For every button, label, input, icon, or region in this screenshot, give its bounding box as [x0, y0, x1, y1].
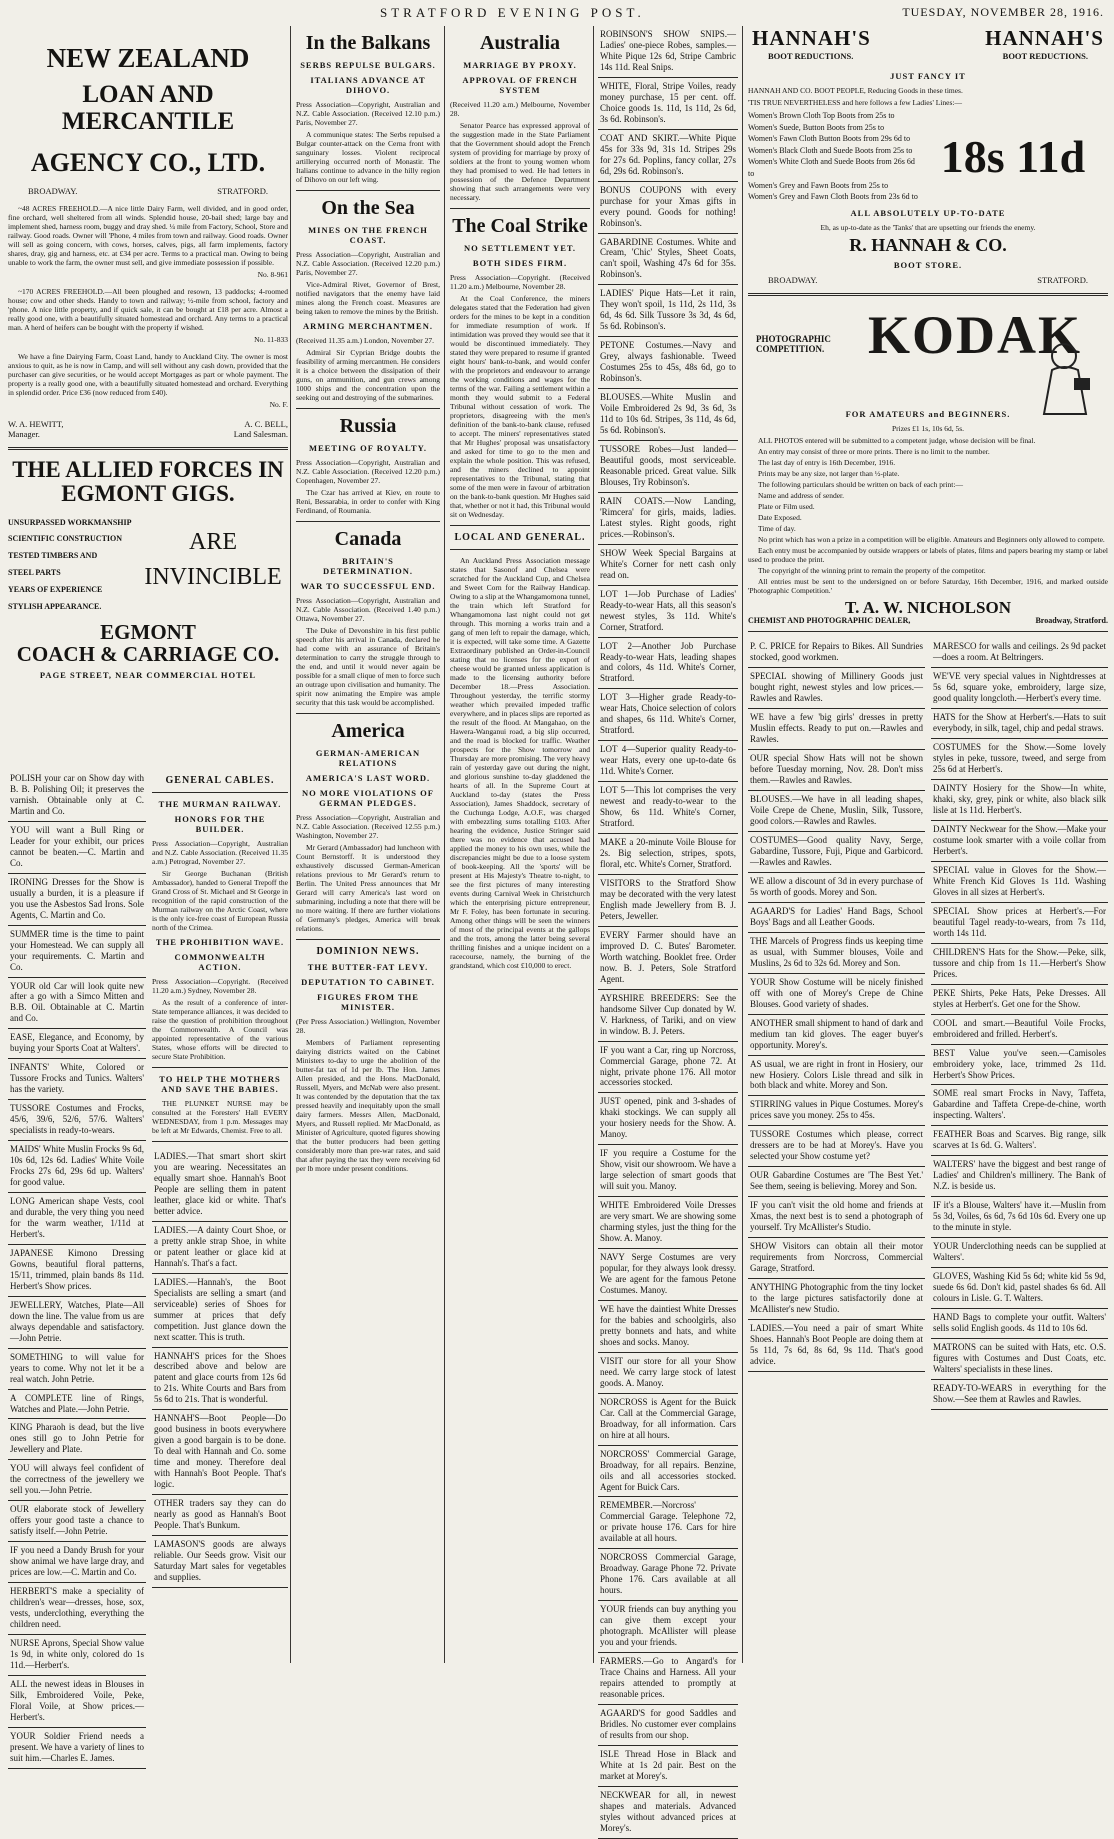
classified-ad: HAND Bags to complete your outfit. Walters' sells solid English goods. 4s 11d to 10s 6d. — [931, 1309, 1108, 1339]
balkans-body: A communique states: The Serbs repulsed a Bulgar counter-attack on the Cerna front with sanguinary losses. Violent reciprocal artillerying occurred north of Monastir. The Italians continue to advance in the hilly region of Dihovo on our left wing. — [296, 130, 440, 184]
classified-ad: LOT 5—This lot comprises the very newest and ready-to-wear to the Show, 6s 11d. White's Corner, Stratford. — [598, 782, 738, 834]
classified-ad: IF you can't visit the old home and friends at Xmas, the next best is to send a photograph of yourself. Try McAllister's Studio. — [748, 1197, 925, 1238]
classified-ad: COSTUMES for the Show.—Some lovely styles in peke, tussore, tweed, and serge from 25s 6d at Herbert's. — [931, 739, 1108, 780]
dominion-credit: (Per Press Association.) Wellington, November 28. — [296, 1017, 440, 1035]
nicholson-sub-left: CHEMIST AND PHOTOGRAPHIC DEALER, — [748, 616, 911, 626]
divider — [8, 447, 288, 450]
classified-ad: GLOVES, Washing Kid 5s 6d; white kid 5s 9d, suede 6s 6d. Don't kid, pastel shades 6s 6d. All colours in Lisle. G. T. Walters. — [931, 1268, 1108, 1309]
gigs-title-2: EGMONT GIGS. — [61, 481, 235, 507]
classified-ad: LADIES.—Hannah's, the Boot Specialists are selling a smart (and serviceable) series of Shoes for summer at prices that defy competition. Just glance down the next scatter. This is truth. — [152, 1274, 288, 1348]
dominion-sub: FIGURES FROM THE MINISTER. — [317, 992, 419, 1012]
col5-ads — [748, 638, 1108, 1409]
cables-sub: THE PROHIBITION WAVE. — [155, 937, 285, 947]
boot-right: BOOT REDUCTIONS. — [1002, 51, 1088, 61]
classified-ad: THE Marcels of Progress finds us keeping time as usual, with Summer blouses, Voile and Muslins, 2s 6d to 32s 6d. Morey and Son. — [748, 933, 925, 974]
classified-ad: YOU will want a Bull Ring or Leader for your exhibit, our prices cannot be beaten.—C. Martin and Co. — [8, 822, 146, 874]
help-title: TO HELP THE MOTHERS AND SAVE THE BABIES. — [159, 1074, 281, 1094]
canada-sub: BRITAIN'S DETERMINATION. — [322, 556, 414, 576]
dominion-title: DOMINION NEWS. — [316, 946, 420, 957]
photo-rule: Date Exposed. — [758, 512, 802, 522]
dominion-body: Members of Parliament representing dairying districts waited on the Cabinet Ministers to-day to urge the abolition of the butter-fat tax of 1d per lb. The Hon. James Allen presided, and the Hons. MacDonald, Russell, Myers, and McNab were also present. It was contended by the deputation that the tax pressed heavily and inequitably upon the small dairy farmers. Messrs Allen, MacDonald, Myers, and Russell replied. Mr MacDonald, as Minister of Agriculture, quoted figures showing that the butter producers had been getting considerably more than pre-war rates, and said that after paying the tax they were receiving 6d per lb more under present conditions. — [296, 1038, 440, 1173]
canada-body: The Duke of Devonshire in his first public speech after his arrival in Canada, declared he had come with an assurance of Britain's determination to carry the struggle through to the end, and until it would never again be possible for a small clique of men to force such an outrage upon civilisation and humanity. The spirit now animating the Empire was ample security that this task would be accomplished. — [296, 626, 440, 707]
cables-credit: Press Association—Copyright, Australian and N.Z. Cable Association. (Received 11.35 a.m.) Petrograd, November 27. — [152, 839, 288, 866]
boot-line: Women's Brown Cloth Top Boots from 25s to — [748, 111, 895, 120]
gigs-invincible: INVINCIBLE — [144, 563, 282, 590]
classified-ad: LAMASON'S goods are always reliable. Our Seeds grow. Visit our Saturday Mart sales for vegetables and supplies. — [152, 1536, 288, 1588]
classified-ad: A COMPLETE line of Rings, Watches and Plate.—John Petrie. — [8, 1390, 146, 1420]
divider — [296, 713, 440, 714]
coal-body: At the Coal Conference, the miners delegates stated that the Federation had given orders for the mines to be kept in a condition for immediate resumption of work. If intimidation was proved they would see that it would be discontinued immediately. They stated they were prepared to resume if granted eight hours' bank-to-bank, and would confer with the proprietors and endeavour to arrange the working conditions and wages for the terms of the war. Failing a settlement within a month they would submit to a Federal Tribunal without cessation of work. The proprietors, disagreeing with the men's definition of the bank-to-bank clause, refused to accept. The miners' representatives stated that Mr Hughes' proposal was unsatisfactory and asked for time to go to the men and explain the whole position. This was refused, and the miners declined to appoint representatives to the Tribunal, stating that some of the men were in favour of arbitration on the bank-to-bank question. Mr Hughes said that, whether or not it had, this Tribunal would sit on Wednesday. — [450, 294, 590, 519]
kodak-figure-icon — [1034, 334, 1104, 424]
classified-ad: PEKE Shirts, Peke Hats, Peke Dresses. All styles at Herbert's. Get one for the Show. — [931, 985, 1108, 1015]
classified-ad: IF it's a Blouse, Walters' have it.—Muslin from 5s 3d, Voiles, 6s 6d, 7s 6d 10s 6d. Every one up to the minute in style. — [931, 1197, 1108, 1238]
sea-credit: (Received 11.35 a.m.) London, November 27. — [296, 336, 435, 345]
news-column-2 — [296, 26, 440, 1663]
boot-line: Women's Grey and Fawn Cloth Boots from 23s 6d to — [748, 192, 918, 202]
cables-credit: Press Association—Copyright. (Received 11.20 a.m.) Sydney, November 28. — [152, 977, 288, 995]
divider — [450, 525, 590, 526]
classified-ad: WALTERS' have the biggest and best range of Ladies' and Children's millinery. The Bank of N.Z. is beside us. — [931, 1156, 1108, 1197]
nz-signature-titles — [8, 429, 288, 439]
prizes: Prizes £1 1s, 10s 6d, 5s. — [891, 423, 965, 433]
nz-listing-3: We have a fine Dairying Farm, Coast Land, handy to Auckland City. The owner is most anxious to quit, as he is now in Camp, and will sell without any cash down, provided that the purchaser can give securities, or he would accept Mortgages as part or whole payment. The property is a really good one, with a beautifully situated homestead and orchard. Everything in splendid order. Price £36 (now reduced from £40). — [8, 352, 288, 398]
classified-ad: P. C. PRICE for Repairs to Bikes. All Sundries stocked, good workmen. — [748, 638, 925, 668]
divider — [152, 792, 288, 793]
small-ads-list — [748, 638, 925, 1409]
boot-line: Women's Suede, Button Boots from 25s to — [748, 122, 885, 132]
gigs-line: YEARS OF EXPERIENCE — [8, 584, 103, 594]
coal-sub: NO SETTLEMENT YET. — [463, 243, 577, 253]
just-fancy: JUST FANCY IT — [890, 71, 966, 81]
kodak-block — [748, 304, 1108, 404]
russia-title: Russia — [339, 415, 397, 437]
canada-credit: Press Association—Copyright, Australian and N.Z. Cable Association. (Received 1.40 p.m.) Ottawa, November 27. — [296, 596, 440, 623]
classified-ad: RAIN COATS.—Now Landing, 'Rimcera' for girls, maids, ladies. Latest styles. Right goods, right prices.—Robinson's. — [598, 493, 738, 545]
tanks-line: Eh, as up-to-date as the 'Tanks' that are upsetting our friends the enemy. — [820, 222, 1036, 232]
photo-rule: Time of day. — [758, 523, 796, 533]
col1-small-ads — [8, 770, 146, 1763]
photo-rule: An entry may consist of three or more prints. There is no limit to the number. — [758, 446, 990, 456]
ads-column-4 — [598, 26, 738, 1833]
photo-rule: The last day of entry is 16th December, 1916. — [758, 457, 896, 467]
egmont-title-2: COACH & CARRIAGE CO. — [16, 642, 280, 667]
photo-rule: No print which has won a prize in a competition will be eligible. Amateurs and Beginners only allowed to compete. — [758, 534, 1105, 544]
classified-ad: COOL and smart.—Beautiful Voile Frocks, embroidered and frilled. Herbert's. — [931, 1015, 1108, 1045]
news-column-3 — [450, 26, 590, 1663]
nz-title-2: LOAN AND MERCANTILE — [61, 81, 235, 135]
hannah-price-block — [748, 110, 1108, 203]
classified-ad: SHOW Week Special Bargains at White's Corner for nett cash only read on. — [598, 545, 738, 586]
gigs-line: SCIENTIFIC CONSTRUCTION — [8, 534, 123, 544]
column-rule — [742, 26, 743, 1663]
classified-ad: OUR Gabardine Costumes are 'The Best Yet.' See them, seeing is believing. Morey and Son. — [748, 1167, 925, 1197]
hannah-line: HANNAH AND CO. BOOT PEOPLE, Reducing Goods in these times. — [748, 86, 963, 95]
classified-ad: VISIT our store for all your Show need. We carry large stock of latest goods. A. Manoy. — [598, 1353, 738, 1394]
classified-ad: IF you want a Car, ring up Norcross, Commercial Garage, phone 72. At night, private phone 176. All motor accessories stocked. — [598, 1042, 738, 1094]
classified-ad: AGAARD'S for good Saddles and Bridles. No customer ever complains of results from our shop. — [598, 1705, 738, 1746]
nz-listing-2: ~170 ACRES FREEHOLD.—All been ploughed and resown, 13 paddocks; 4-roomed house; cow and other sheds. Handy to town and railway; ½-mile from school, factory and 'phone. A nice little property, and if quick sale, it can be bought at £18 per acre. Almost a really good one, with a beautifully situated homestead and orchard. Any terms to a practical man. A herd of heifers can be bought with the property if wished. — [8, 287, 288, 333]
gigs-line: TESTED TIMBERS AND — [8, 551, 98, 561]
nz-left: BROADWAY. — [28, 186, 78, 197]
hannah-price: 18s 11d — [940, 130, 1086, 182]
nicholson-addr: Broadway, Stratford. — [1035, 616, 1108, 626]
hannah-sub — [748, 51, 1108, 61]
gigs-feature-list — [8, 515, 138, 616]
classified-ad: NAVY Serge Costumes are very popular, for they always look dressy. We are agent for the famous Petone Costumes. Manoy. — [598, 1249, 738, 1301]
hannah-title — [748, 26, 1108, 51]
classified-ad: ANYTHING Photographic from the tiny locket to the large pictures satisfactorily done at McAllister's new Studio. — [748, 1279, 925, 1320]
classified-ad: OUR special Show Hats will not be shown before Tuesday morning, Nov. 28. Don't miss them.—Rawles and Rawles. — [748, 750, 925, 791]
egmont-address: PAGE STREET, NEAR COMMERCIAL HOTEL — [39, 670, 257, 681]
dominion-sub: THE BUTTER-FAT LEVY. — [307, 962, 429, 972]
up-to-date: ALL ABSOLUTELY UP-TO-DATE — [850, 207, 1006, 218]
america-body: Mr Gerard (Ambassador) had luncheon with Count Bernstorff. It is understood they exhaustively discussed German-American relations previous to Mr Gerard's return to Berlin. The United Press announces that Mr Gerard will carry America's last word on submarining, including a note that there will be no more waiting. If there are further violations of Germany's pledges, America will break relations. — [296, 843, 440, 933]
divider — [296, 408, 440, 409]
classified-ad: GABARDINE Costumes. White and Cream, 'Chic' Styles, Sheet Coats, can't spoil, Washing 47s 6d for 35s. Robinson's. — [598, 234, 738, 286]
gigs-are: ARE — [189, 528, 237, 555]
nz-title-3: AGENCY CO., LTD. — [30, 147, 266, 177]
balkans-title: In the Balkans — [305, 32, 431, 54]
paper-name: STRATFORD EVENING POST. — [380, 5, 645, 20]
classified-ad: LOT 2—Another Job Purchase Ready-to-wear Hats, leading shapes and colors, 4s 11d. White's Corner, Stratford. — [598, 638, 738, 690]
nz-sig-right-title: Land Salesman. — [233, 429, 288, 440]
classified-ad: IF you require a Costume for the Show, visit our showroom. We have a large selection of smart goods that will suit you. Manoy. — [598, 1145, 738, 1197]
divider — [748, 631, 1108, 632]
classified-ad: YOUR friends can buy anything you can give them except your photograph. McAllister will please you and your friends. — [598, 1601, 738, 1653]
america-sub: AMERICA'S LAST WORD. — [305, 773, 431, 783]
photo-rule: Name and address of sender. — [758, 490, 845, 500]
hannah-co: R. HANNAH & CO. — [849, 234, 1007, 255]
classified-ad: BONUS COUPONS with every purchase for your Xmas gifts in every pound. Goods for nothing! Robinson's. — [598, 182, 738, 234]
classified-ad: SPECIAL showing of Millinery Goods just bought right, newest styles and low prices.—Rawles and Rawles. — [748, 668, 925, 709]
classified-ad: WE have the daintiest White Dresses for the babies and schoolgirls, also pretty bonnets and hats, and white shoes and socks. Manoy. — [598, 1301, 738, 1353]
column-rule — [593, 26, 594, 1663]
small-ads-list — [8, 770, 146, 1769]
nz-listing-3-no: No. F. — [269, 400, 288, 410]
small-ads-list — [931, 638, 1108, 1409]
column-rule — [444, 26, 445, 1663]
classified-ad: AYRSHIRE BREEDERS: See the handsome Silver Cup donated by W. V. Harkness, of Tariki, and on view in window. B. J. Peters. — [598, 990, 738, 1042]
classified-ad: NECKWEAR for all, in newest shapes and materials. Advanced styles without advanced prices at Morey's. — [598, 1787, 738, 1839]
nicholson-sub — [748, 616, 1108, 625]
gigs-line: STEEL PARTS — [8, 568, 61, 577]
nz-sig-left: W. A. HEWITT, — [8, 419, 64, 430]
coal-sub: BOTH SIDES FIRM. — [472, 258, 568, 268]
classified-ad: VISITORS to the Stratford Show may be decorated with the very latest English made Jewellery from B. J. Peters, Jeweller. — [598, 875, 738, 927]
photo-rules — [748, 436, 1108, 595]
classified-ad: WE allow a discount of 3d in every purchase of 5s worth of goods. Morey and Son. — [748, 873, 925, 903]
true-line: 'TIS TRUE NEVERTHELESS and here follows a few Ladies' Lines:— — [748, 98, 962, 107]
photo-rule: Plate or Film used. — [758, 501, 815, 511]
gigs-title: THE ALLIED FORCES IN — [12, 457, 284, 483]
balkans-sub: ITALIANS ADVANCE AT DIHOVO. — [310, 75, 426, 95]
broadway: BROADWAY. — [768, 274, 818, 285]
photo-rule: Prints may be any size, not larger than ½-plate. — [758, 468, 900, 478]
divider — [450, 208, 590, 209]
classified-ad: MARESCO for walls and ceilings. 2s 9d packet—does a room. At Beltringers. — [931, 638, 1108, 668]
dominion-sub: DEPUTATION TO CABINET. — [301, 977, 435, 987]
small-ads-list — [152, 1148, 288, 1588]
classified-ad: ISLE Thread Hose in Black and White at 1s 2d pair. Best on the market at Morey's. — [598, 1746, 738, 1787]
photo-title: PHOTOGRAPHIC COMPETITION. — [756, 333, 831, 354]
classified-ad: DAINTY Hosiery for the Show—In white, khaki, sky, grey, pink or white, also black silk lisle at 1s 11d. Herbert's. — [931, 780, 1108, 821]
coal-title: The Coal Strike — [452, 215, 588, 237]
small-ads-list — [598, 26, 738, 1839]
local-body: An Auckland Press Association message states that Sasonof and Chelsea were scratched for the Auckland Cup, and Chelsea and Sweet Corn for the Railway Handicap. Owing to a slip at the Whangamomona tunnel, the train which left Stratford for Whangamomona last night could not get through. This morning a works train and a gang of men left to repair the damage, which, it is expected, will take some time. A Gazette Extraordinary published an Order-in-Council stating that no licenses for the export of cheese would be granted unless application is made to the licensing authority before December 18.—Press Association. Throughout yesterday, the terrific stormy weather which prevailed impeded traffic everywhere, and in places slips are reported as the result of the flood. At Mangahao, on the Hawera-Wanganui road, a big slip occurred, and the road is blocked for traffic. Weather prospects for the Show tomorrow and Thursday are more promising. The very heavy rain of yesterday gave out during the night, and glorious sunshine to-day gladdened the hearts of all. In the Supreme Court at Auckland to-day (states the Press Association), James Shaddock, secretary of the Cuchunga Lodge, A.O.F., was charged with embezzling sums totalling £103. After hearing the evidence, Justice Stringer said there was no evidence that accused had applied the money to his own uses, while the discrepancies might be due to a loose system of book-keeping. All the 'sports' will be present at His Majesty's Theatre to-night, to see the first pictures of many interesting events during Carnival Week in Christchurch which the enterprising picture entrepreneur, Mr F. Foley, has been fortunate in securing. Among other things will be seen the winners of most of the principal events at the gallops and the trots, among the latter being several thrilling finishes and a unique incident on a racecourse, namely, the burning of the grandstand, which cost £10,000 to erect. — [450, 556, 590, 970]
classified-ad: PETONE Costumes.—Navy and Grey, always fashionable. Tweed Costumes 25s to 45s, 48s 6d, go to Robinson's. — [598, 337, 738, 389]
australia-sub: MARRIAGE BY PROXY. — [463, 60, 577, 70]
classified-ad: SPECIAL value in Gloves for the Show.—White French Kid Gloves 1s 11d. Washing Gloves in all sizes at Herbert's. — [931, 862, 1108, 903]
australia-credit: (Received 11.20 a.m.) Melbourne, November 28. — [450, 100, 590, 118]
classified-ad: NORCROSS is Agent for the Buick Car. Call at the Commercial Garage, Broadway, for all information. Cars on hire at all hours. — [598, 1394, 738, 1446]
classified-ad: MAKE a 20-minute Voile Blouse for 2s. Big selection, stripes, spots, floral, etc. White's Corner, Stratford. — [598, 834, 738, 875]
canada-sub: WAR TO SUCCESSFUL END. — [300, 581, 436, 591]
classified-ad: BLOUSES.—We have in all leading shapes, Voile Crepe de Chene, Muslin, Silk, Tussore, good colors.—Rawles and Rawles. — [748, 791, 925, 832]
classified-ad: HANNAH'S—Boot People—Do good business in boots everywhere given a good bargain is to be done. To deal with Hannah and Co. some time and money. Therefore deal with Hannah's Boot People. That's logic. — [152, 1410, 288, 1495]
classified-ad: SOMETHING to will value for years to come. Why not let it be a real watch. John Petrie. — [8, 1349, 146, 1390]
classified-ad: AS usual, we are right in front in Hosiery, our new Hosiery. Colors Lisle thread and silk in both black and white. Morey and Son. — [748, 1056, 925, 1097]
classified-ad: SHOW Visitors can obtain all their motor requirements from Norcross, Commercial Garage, Stratford. — [748, 1238, 925, 1279]
classified-ad: EASE, Elegance, and Economy, by buying your Sports Coat at Walters'. — [8, 1029, 146, 1059]
divider — [152, 1067, 288, 1068]
sea-title: On the Sea — [321, 197, 415, 219]
classified-ad: FARMERS.—Go to Angard's for Trace Chains and Harness. All your repairs attended to promptly at reasonable prices. — [598, 1653, 738, 1705]
canada-title: Canada — [334, 528, 402, 550]
gigs-line: STYLISH APPEARANCE. — [8, 601, 102, 611]
classified-ad: LONG American shape Vests, cool and durable, the very thing you need for the warm weather, 1/11d at Herbert's. — [8, 1193, 146, 1245]
divider — [152, 1141, 288, 1142]
egmont-title: EGMONT — [100, 620, 196, 645]
ads-column-5 — [748, 26, 1108, 1663]
classified-ad: TUSSORE Robes—Just landed—Beautiful goods, most serviceable. Reasonable priced. Great value. Silk Blouses, Try Robinson's. — [598, 441, 738, 493]
russia-sub: MEETING OF ROYALTY. — [308, 443, 428, 453]
for-amateurs: FOR AMATEURS and BEGINNERS. — [845, 408, 1011, 419]
gigs-slogan — [138, 515, 288, 616]
column-rule — [290, 26, 291, 1663]
nz-loan-ad — [8, 26, 288, 766]
photo-rule: The following particulars should be written on back of each print:— — [758, 479, 963, 489]
america-sub: NO MORE VIOLATIONS OF GERMAN PLEDGES. — [302, 788, 434, 808]
sea-sub: ARMING MERCHANTMEN. — [303, 321, 433, 331]
nz-right: STRATFORD. — [217, 186, 268, 197]
kodak-logo: KODAK — [868, 304, 1083, 365]
boot-line: Women's Grey and Fawn Boots from 25s to — [748, 180, 889, 190]
classified-ad: JAPANESE Kimono Dressing Gowns, beautiful floral patterns, 15/11, trimmed, plain bands 8s 11d. Herbert's Show prices. — [8, 1245, 146, 1297]
hannah-address — [748, 275, 1108, 285]
sea-credit: Press Association—Copyright, Australian and N.Z. Cable Association. (Received 12.20 p.m.) Paris, November 27. — [296, 250, 440, 277]
classified-ad: BLOUSES.—White Muslin and Voile Embroidered 2s 9d, 3s 6d, 3s 11d to 10s 6d. Stripes, 3s 11d, 4s 6d, 5s 6d. Robinson's. — [598, 389, 738, 441]
gigs-body — [8, 515, 288, 616]
classified-ad: JEWELLERY, Watches, Plate—All down the line. The value from us are always dependable and satisfactory.—John Petrie. — [8, 1297, 146, 1349]
divider — [296, 521, 440, 522]
nz-listing-1: ~48 ACRES FREEHOLD.—A nice little Dairy Farm, well divided, and in good order, fine orchard, well sheltered from all winds. Splendid house, 20-bail shed; large bay and implement shed, harness room, buggy and dray shed. ¼ mile from Factory, School, Store and railway. Good roads. Owner will 'Phone, 4 miles from town and railway. Good roads. Owner will sell as going concern, with cows, horses, calves, pigs, all farm implements, factory shares, dray, gig and harness, etc. at £34 per acre. Terms to a practical man. Owing to being unable to work the farm, the owner must sell, and give immediate possession if possible. — [8, 204, 288, 268]
classified-ad: LADIES.—A dainty Court Shoe, or a pretty ankle strap Shoe, in white or patent leather or glace kid at Hannah's. That's a fact. — [152, 1222, 288, 1274]
boot-line: Women's White Cloth and Suede Boots from 26s 6d to — [748, 157, 915, 178]
photo-rule: ALL PHOTOS entered will be submitted to a competent judge, whose decision will be final. — [758, 435, 1036, 445]
classified-ad: LOT 3—Higher grade Ready-to-wear Hats, Choice selection of colors and shapes, 6s 11d. White's Corner, Stratford. — [598, 689, 738, 741]
classified-ad: WE have a few 'big girls' dresses in pretty Muslin effects. Ready to put on.—Rawles and Rawles. — [748, 709, 925, 750]
divider — [296, 939, 440, 940]
photo-rule: Each entry must be accompanied by outside wrappers or labels of plates, films and papers bearing my stamp or label used to produce the print. — [748, 545, 1108, 564]
classified-ad: LADIES' Pique Hats—Let it rain, They won't spoil, 1s 11d, 2s 11d, 3s 6d, 4s 6d. Silk Tussore 3s 3d, 4s 6d, 5s 6d. Robinson's. — [598, 285, 738, 337]
russia-credit: Press Association—Copyright, Australian and N.Z. Cable Association. (Received 12.20 p.m.) Copenhagen, November 27. — [296, 458, 440, 485]
help-body: THE PLUNKET NURSE may be consulted at the Foresters' Hall EVERY WEDNESDAY, from 1 p.m. Messages may be left at Mr Edwards, Chemist. Free to all. — [152, 1099, 288, 1135]
cables-sub: HONORS FOR THE BUILDER. — [174, 814, 266, 834]
boot-left: BOOT REDUCTIONS. — [768, 51, 854, 61]
classified-ad: FEATHER Boas and Scarves. Big range, silk scarves at 1s 6d. G. Walters'. — [931, 1126, 1108, 1156]
classified-ad: INFANTS' White, Colored or Tussore Frocks and Tunics. Walters' has the variety. — [8, 1059, 146, 1100]
classified-ad: IF you need a Dandy Brush for your show animal we have large dray, and prices are low.—C. Martin and Co. — [8, 1542, 146, 1583]
boot-line: Women's Black Cloth and Suede Boots from 25s to — [748, 145, 913, 155]
classified-ad: READY-TO-WEARS in everything for the Show.—See them at Rawles and Rawles. — [931, 1380, 1108, 1410]
gigs-line: UNSURPASSED WORKMANSHIP — [8, 517, 132, 527]
classified-ad: LOT 1—Job Purchase of Ladies' Ready-to-wear Hats, all this season's newest styles, 3s 11d. White's Corner, Stratford. — [598, 586, 738, 638]
sea-body: Vice-Admiral Rivet, Governor of Brest, notified navigators that the enemy have laid mines along the French coast. Measures are being taken to remove the mines by the British. — [296, 280, 440, 316]
boot-store: BOOT STORE. — [893, 259, 963, 270]
divider — [296, 190, 440, 191]
classified-ad: OUR elaborate stock of Jewellery offers your good taste a chance to satisfy itself.—John Petrie. — [8, 1501, 146, 1542]
classified-ad: POLISH your car on Show day with B. B. Polishing Oil; it preserves the varnish. Obtainable only at C. Martin and Co. — [8, 770, 146, 822]
classified-ad: HATS for the Show at Herbert's.—Hats to suit everybody, in silk, tagel, chip and pedal straws. — [931, 709, 1108, 739]
classified-ad: MATRONS can be suited with Hats, etc. O.S. figures with Costumes and Dust Coats, etc. Walters' specialists in these lines. — [931, 1339, 1108, 1380]
classified-ad: EVERY Farmer should have an improved D. C. Butes' Barometer. Worth watching. Booklet free. Order now. B. J. Peters, Sole Stratford Agent. — [598, 927, 738, 990]
boot-line: Women's Fawn Cloth Button Boots from 29s 6d to — [748, 134, 911, 144]
cables-body: Sir George Buchanan (British Ambassador), handed to General Trepoff the Grand Cross of St. Michael and St George in recognition of the rapid construction of the Murman railway on the Arctic Coast, where is the only ice-free coast of European Russia north of the Crimea. — [152, 869, 288, 932]
local-title: LOCAL AND GENERAL. — [454, 532, 586, 543]
classified-ad: YOUR old Car will look quite new after a go with a Simco Mitten and B.B. Oil. Obtainable at C. Martin and Co. — [8, 978, 146, 1030]
nz-address — [8, 186, 288, 196]
america-credit: Press Association—Copyright, Australian and N.Z. Cable Association. (Received 12.55 p.m.) Washington, November 27. — [296, 813, 440, 840]
photo-rule: The copyright of the winning print to remain the property of the competitor. — [758, 565, 986, 575]
divider — [450, 549, 590, 550]
classified-ad: BEST Value you've seen.—Camisoles embroidery yoke, lace, trimmed 2s 11d. Herbert's Show Prices. — [931, 1045, 1108, 1086]
cables-body: As the result of a conference of inter-State temperance alliances, it was decided to raise the question of prohibition throughout the Commonwealth. A Council was appointed representative of the various States, whose efforts will be directed to secure State Prohibition. — [152, 998, 288, 1061]
classified-ad: WE'VE very special values in Nightdresses at 5s 6d, square yoke, embroidery, large size, good quality longcloth.—Herbert's every time. — [931, 668, 1108, 709]
nz-signatures — [8, 419, 288, 429]
classified-ad: SUMMER time is the time to paint your Homestead. We can supply all your requirements. C. Martin and Co. — [8, 926, 146, 978]
sea-body: Admiral Sir Cyprian Bridge doubts the feasibility of arming mercantmen. He considers it is a choice between the dissipation of their guns, on ammunition, and gun crews among 1000 ships and the concentration upon the seeking out and destroying of the submarines. — [296, 348, 440, 402]
nz-sig-left-title: Manager. — [8, 429, 40, 440]
classified-ad: ANOTHER small shipment to hand of dark and medium tan kid gloves. The eager buyer's opportunity. Morey's. — [748, 1015, 925, 1056]
classified-ad: COSTUMES—Good quality Navy, Serge, Gabardine, Tussore, Fuji, Pique and Garbicord.—Rawles and Rawles. — [748, 832, 925, 873]
classified-ad: HANNAH'S prices for the Shoes described above and below are patent and glace courts from 12s 6d to 21s. White Courts and Bars from 5s 6d to 21s. That is wonderful. — [152, 1348, 288, 1411]
classified-ad: COAT AND SKIRT.—White Pique 45s for 33s 9d, 31s 1d. Stripes 29s for 27s 6d. Poplins, fancy collar, 27s 6d, 29s 6d. Robinson's. — [598, 130, 738, 182]
cables-sub: COMMONWEALTH ACTION. — [174, 952, 266, 972]
classified-ad: JUST opened, pink and 3-shades of khaki stockings. We can supply all your hosiery needs for the Show. A. Manoy. — [598, 1093, 738, 1145]
classified-ad: YOUR Soldier Friend needs a present. We have a variety of lines to suit him.—Charles E. James. — [8, 1728, 146, 1769]
classified-ad: CHILDREN'S Hats for the Show.—Peke, silk, tussore and chip from 1s 11.—Herbert's Show Prices. — [931, 944, 1108, 985]
classified-ad: TUSSORE Costumes and Frocks, 45/6, 39/6, 52/6, 57/6. Walters' specialists in ready-to-wears. — [8, 1100, 146, 1141]
hannah-left: HANNAH'S — [752, 26, 871, 50]
classified-ad: LADIES.—That smart short skirt you are wearing. Necessitates an equally smart shoe. Hannah's Boot People are selling them in patent leather, glace kid or white. That's better advice. — [152, 1148, 288, 1222]
classified-ad: ROBINSON'S SHOW SNIPS.—Ladies' one-piece Robes, samples.—White Pique 12s 6d, Stripe Cambric 14s 11d. Real Snips. — [598, 26, 738, 78]
cables-column — [152, 770, 288, 1663]
nz-title: NEW ZEALAND — [46, 43, 250, 73]
classified-ad: HERBERT'S make a speciality of children's wear—dresses, hose, sox, vests, underclothing, everything the children need. — [8, 1583, 146, 1635]
classified-ad: NURSE Aprons, Special Show value 1s 9d, in white only, colored do 1s 11d.—Herbert's. — [8, 1635, 146, 1676]
classified-ad: NORCROSS' Commercial Garage, Broadway, for all repairs. Benzine, oils and all accessories stocked. Agent for Buick Cars. — [598, 1446, 738, 1498]
classified-ad: KING Pharaoh is dead, but the live ones still go to John Petrie for Jewellery and Plate. — [8, 1419, 146, 1460]
classified-ad: ALL the newest ideas in Blouses in Silk, Embroidered Voile, Peke, Floral Voile, at Show prices.—Herbert's. — [8, 1676, 146, 1728]
issue-date: TUESDAY, NOVEMBER 28, 1916. — [902, 5, 1104, 19]
classified-ad: WHITE, Floral, Stripe Voiles, ready money purchase, 15 per cent. off. Choice goods 1s. 11d, 1s 11d, 2s 6d, 3s 6d. Robinson's. — [598, 78, 738, 130]
america-sub: GERMAN-AMERICAN RELATIONS — [315, 748, 421, 768]
cables-title: GENERAL CABLES. — [165, 775, 275, 786]
coal-credit: Press Association—Copyright. (Received 11.20 a.m.) Melbourne, November 28. — [450, 273, 590, 291]
nz-listing-1-no: No. 8-961 — [257, 270, 288, 280]
classified-ad: IRONING Dresses for the Show is usually a burden, it is a pleasure if you use the Asbestos Sad Irons. Sole Agents, C. Martin and Co. — [8, 874, 146, 926]
classified-ad: LADIES.—You need a pair of smart White Shoes. Hannah's Boot People are doing them at 5s 11d, 7s 6d, 8s 6d, 9s 11d. That's good advice. — [748, 1320, 925, 1372]
australia-title: Australia — [480, 32, 560, 54]
sea-sub: MINES ON THE FRENCH COAST. — [308, 225, 428, 245]
classified-ad: SOME real smart Frocks in Navy, Taffeta, Gabardine and Taffeta Crepe-de-chine, worth inspecting. Walters'. — [931, 1085, 1108, 1126]
classified-ad: LOT 4—Superior quality Ready-to-wear Hats, every one up-to-date 6s 11d. White's Corner. — [598, 741, 738, 782]
classified-ad: STIRRING values in Pique Costumes. Morey's prices save you money. 25s to 45s. — [748, 1096, 925, 1126]
classified-ad: OTHER traders say they can do nearly as good as Hannah's Boot People. That's Bunkum. — [152, 1495, 288, 1536]
classified-ad: TUSSORE Costumes which please, correct dressers are to be had at Morey's. Have you selected your Show costume yet? — [748, 1126, 925, 1167]
australia-body: Senator Pearce has expressed approval of the suggestion made in the State Parliament that the Government should adopt the French system of providing for marriage by proxy of soldiers at the front to young women whom they had promised to wed. He had letters in possession of the Defence Department showing that such arrangements were very necessary. — [450, 121, 590, 202]
nicholson: T. A. W. NICHOLSON — [845, 597, 1011, 617]
classified-ad: YOUR Show Costume will be nicely finished off with one of Morey's Crepe de Chine Blouses. Good variety of shades. — [748, 974, 925, 1015]
masthead — [0, 0, 1114, 24]
cables-sub: THE MURMAN RAILWAY. — [158, 799, 282, 809]
classified-ad: REMEMBER.—Norcross' Commercial Garage. Telephone 72, or private house 176. Cars for hire available at all hours. — [598, 1497, 738, 1549]
classified-ad: DAINTY Neckwear for the Show.—Make your costume look smarter with a voile collar from Herbert's. — [931, 821, 1108, 862]
balkans-sub: SERBS REPULSE BULGARS. — [300, 60, 436, 70]
classified-ad: YOUR Underclothing needs can be supplied at Walters'. — [931, 1238, 1108, 1268]
australia-sub: APPROVAL OF FRENCH SYSTEM — [462, 75, 578, 95]
russia-body: The Czar has arrived at Kiev, en route to Reni, Bessarabia, in order to confer with King Ferdinand, of Roumania. — [296, 488, 440, 515]
classified-ad: NORCROSS Commercial Garage, Broadway. Garage Phone 72. Private Phone 176. Cars available at all hours. — [598, 1549, 738, 1601]
photo-rule: All entries must be sent to the undersigned on or before Saturday, 16th December, 1916, and marked outside 'Photographic Competition.' — [748, 576, 1108, 595]
divider — [748, 293, 1108, 296]
nz-sig-right: A. C. BELL, — [244, 419, 288, 430]
classified-ad: YOU will always feel confident of the correctness of the jewellery we sell you.—John Petrie. — [8, 1460, 146, 1501]
nz-listing-2-no: No. 11-833 — [254, 335, 288, 345]
classified-ad: AGAARD'S for Ladies' Hand Bags, School Boys' Bags and all Leather Goods. — [748, 903, 925, 933]
hannah-right: HANNAH'S — [985, 26, 1104, 50]
america-title: America — [331, 720, 405, 742]
classified-ad: MAIDS' White Muslin Frocks 9s 6d, 10s 6d, 12s 6d. Ladies' White Voile Frocks 27s 6d, 29s 6d up. Walters' for good value. — [8, 1141, 146, 1193]
balkans-credit: Press Association—Copyright, Australian and N.Z. Cable Association. (Received 12.10 p.m.) Paris, November 27. — [296, 100, 440, 127]
classified-ad: SPECIAL Show prices at Herbert's.—For beautiful Tagel ready-to-wears, from 7s 11d, worth 14s 11d. — [931, 903, 1108, 944]
hannah-lines — [748, 110, 918, 203]
stratford: STRATFORD. — [1037, 274, 1088, 285]
classified-ad: WHITE Embroidered Voile Dresses are very smart. We are showing some charming styles, just the thing for the Show. A. Manoy. — [598, 1197, 738, 1249]
